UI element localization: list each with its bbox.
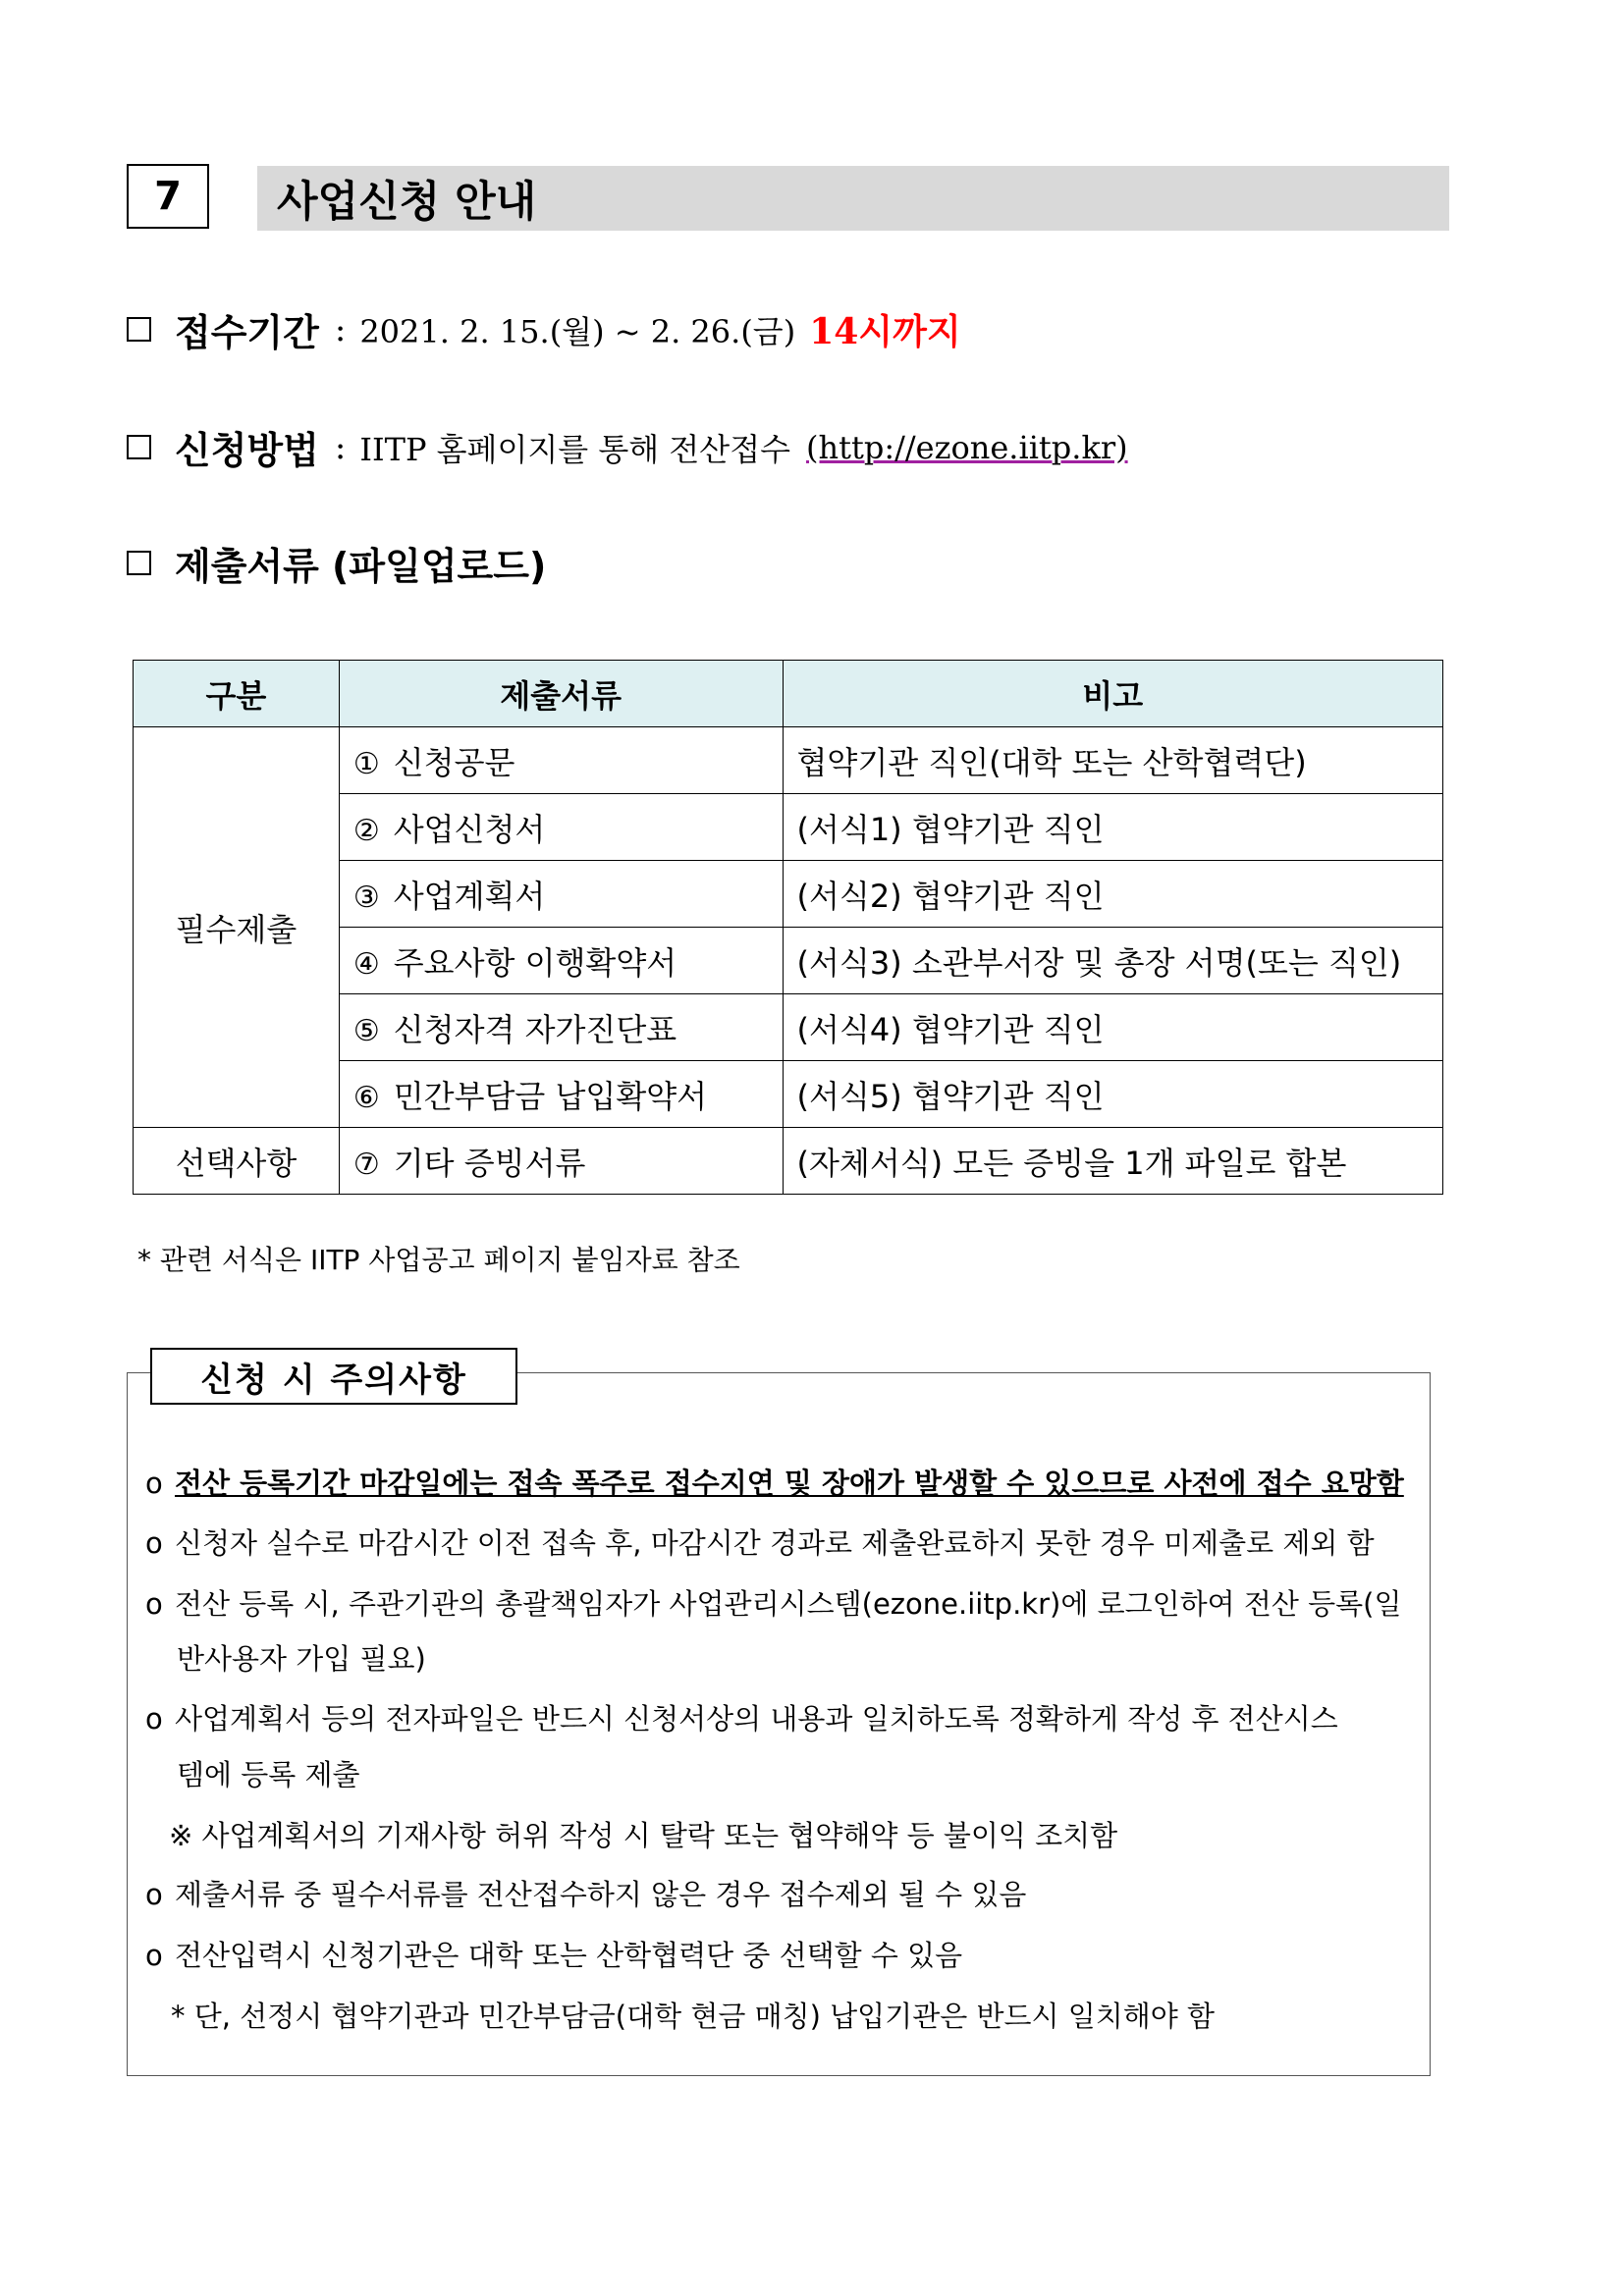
table-header-cell: 제출서류 [339,661,783,727]
section-number: 7 [127,164,209,229]
doc-cell: ⑥ 민간부담금 납입확약서 [339,1061,783,1128]
bullet-o-icon: o [145,1939,163,1972]
checkbox-square-icon [127,551,151,575]
caution-remark: ※ 사업계획서의 기재사항 허위 작성 시 탈락 또는 협약해약 등 불이익 조치함 [169,1819,1118,1852]
note-cell: (서식3) 소관부서장 및 총장 서명(또는 직인) [783,928,1442,994]
method-value: IITP 홈페이지를 통해 전산접수 [359,430,791,468]
bullet-o-icon: o [145,1587,163,1621]
category-optional: 선택사항 [134,1128,340,1195]
checkbox-square-icon [127,317,151,342]
caution-title: 신청 시 주의사항 [150,1348,517,1405]
doc-cell: ③ 사업계획서 [339,861,783,928]
table-header-cell: 구분 [134,661,340,727]
table-header-row [134,661,1443,727]
documents-label: 제출서류 (파일업로드) [175,545,547,588]
caution-item: o 신청자 실수로 마감시간 이전 접속 후, 마감시간 경과로 제출완료하지 못한 경우 미제출로 제외 함 [145,1526,1375,1560]
category-required: 필수제출 [134,727,340,1128]
caution-remark: * 단, 선정시 협약기관과 민간부담금(대학 현금 매칭) 납입기관은 반드시 일치해야 함 [171,2000,1215,2033]
period-label: 접수기간 [175,311,319,354]
note-cell: (자체서식) 모든 증빙을 1개 파일로 합본 [783,1128,1442,1195]
doc-cell: ① 신청공문 [339,727,783,794]
documents-row [127,536,546,590]
caution-item-continuation: 템에 등록 제출 [177,1758,360,1791]
period-value: 2021. 2. 15.(월) ~ 2. 26.(금) [359,312,796,350]
section-title: 사업신청 안내 [257,166,1449,231]
note-cell: (서식2) 협약기관 직인 [783,861,1442,928]
method-label: 신청방법 [175,429,319,472]
method-colon: : [334,427,347,467]
table-header-cell: 비고 [783,661,1442,727]
period-deadline: 14시까지 [809,311,961,352]
bullet-o-icon: o [145,1467,163,1500]
caution-item: o 전산 등록기간 마감일에는 접속 폭주로 접수지연 및 장애가 발생할 수 있으므로 사전에 접수 요망함 [145,1467,1404,1500]
documents-table [133,660,1443,1195]
note-cell: (서식5) 협약기관 직인 [783,1061,1442,1128]
doc-cell: ② 사업신청서 [339,794,783,861]
table-row [134,727,1443,794]
bullet-o-icon: o [145,1878,163,1911]
caution-item: o 전산입력시 신청기관은 대학 또는 산학협력단 중 선택할 수 있음 [145,1939,963,1972]
caution-item: o 사업계획서 등의 전자파일은 반드시 신청서상의 내용과 일치하도록 정확하게 작성 후 전산시스 [145,1702,1338,1735]
doc-cell: ⑦ 기타 증빙서류 [339,1128,783,1195]
method-row [127,420,1128,474]
checkbox-square-icon [127,435,151,459]
table-row [134,1128,1443,1195]
period-row [127,302,961,356]
table-footnote: * 관련 서식은 IITP 사업공고 페이지 붙임자료 참조 [137,1244,740,1276]
doc-cell: ④ 주요사항 이행확약서 [339,928,783,994]
period-colon: : [334,309,347,349]
caution-item: o 제출서류 중 필수서류를 전산접수하지 않은 경우 접수제외 될 수 있음 [145,1878,1027,1911]
caution-item-continuation: 반사용자 가입 필요) [177,1642,426,1676]
bullet-o-icon: o [145,1702,163,1735]
caution-item: o 전산 등록 시, 주관기관의 총괄책임자가 사업관리시스템(ezone.iitp.kr)에 로그인하여 전산 등록(일 [145,1587,1402,1621]
method-url-link[interactable]: (http://ezone.iitp.kr) [806,428,1128,466]
bullet-o-icon: o [145,1526,163,1560]
note-cell: (서식4) 협약기관 직인 [783,994,1442,1061]
note-cell: 협약기관 직인(대학 또는 산학협력단) [783,727,1442,794]
note-cell: (서식1) 협약기관 직인 [783,794,1442,861]
doc-cell: ⑤ 신청자격 자가진단표 [339,994,783,1061]
